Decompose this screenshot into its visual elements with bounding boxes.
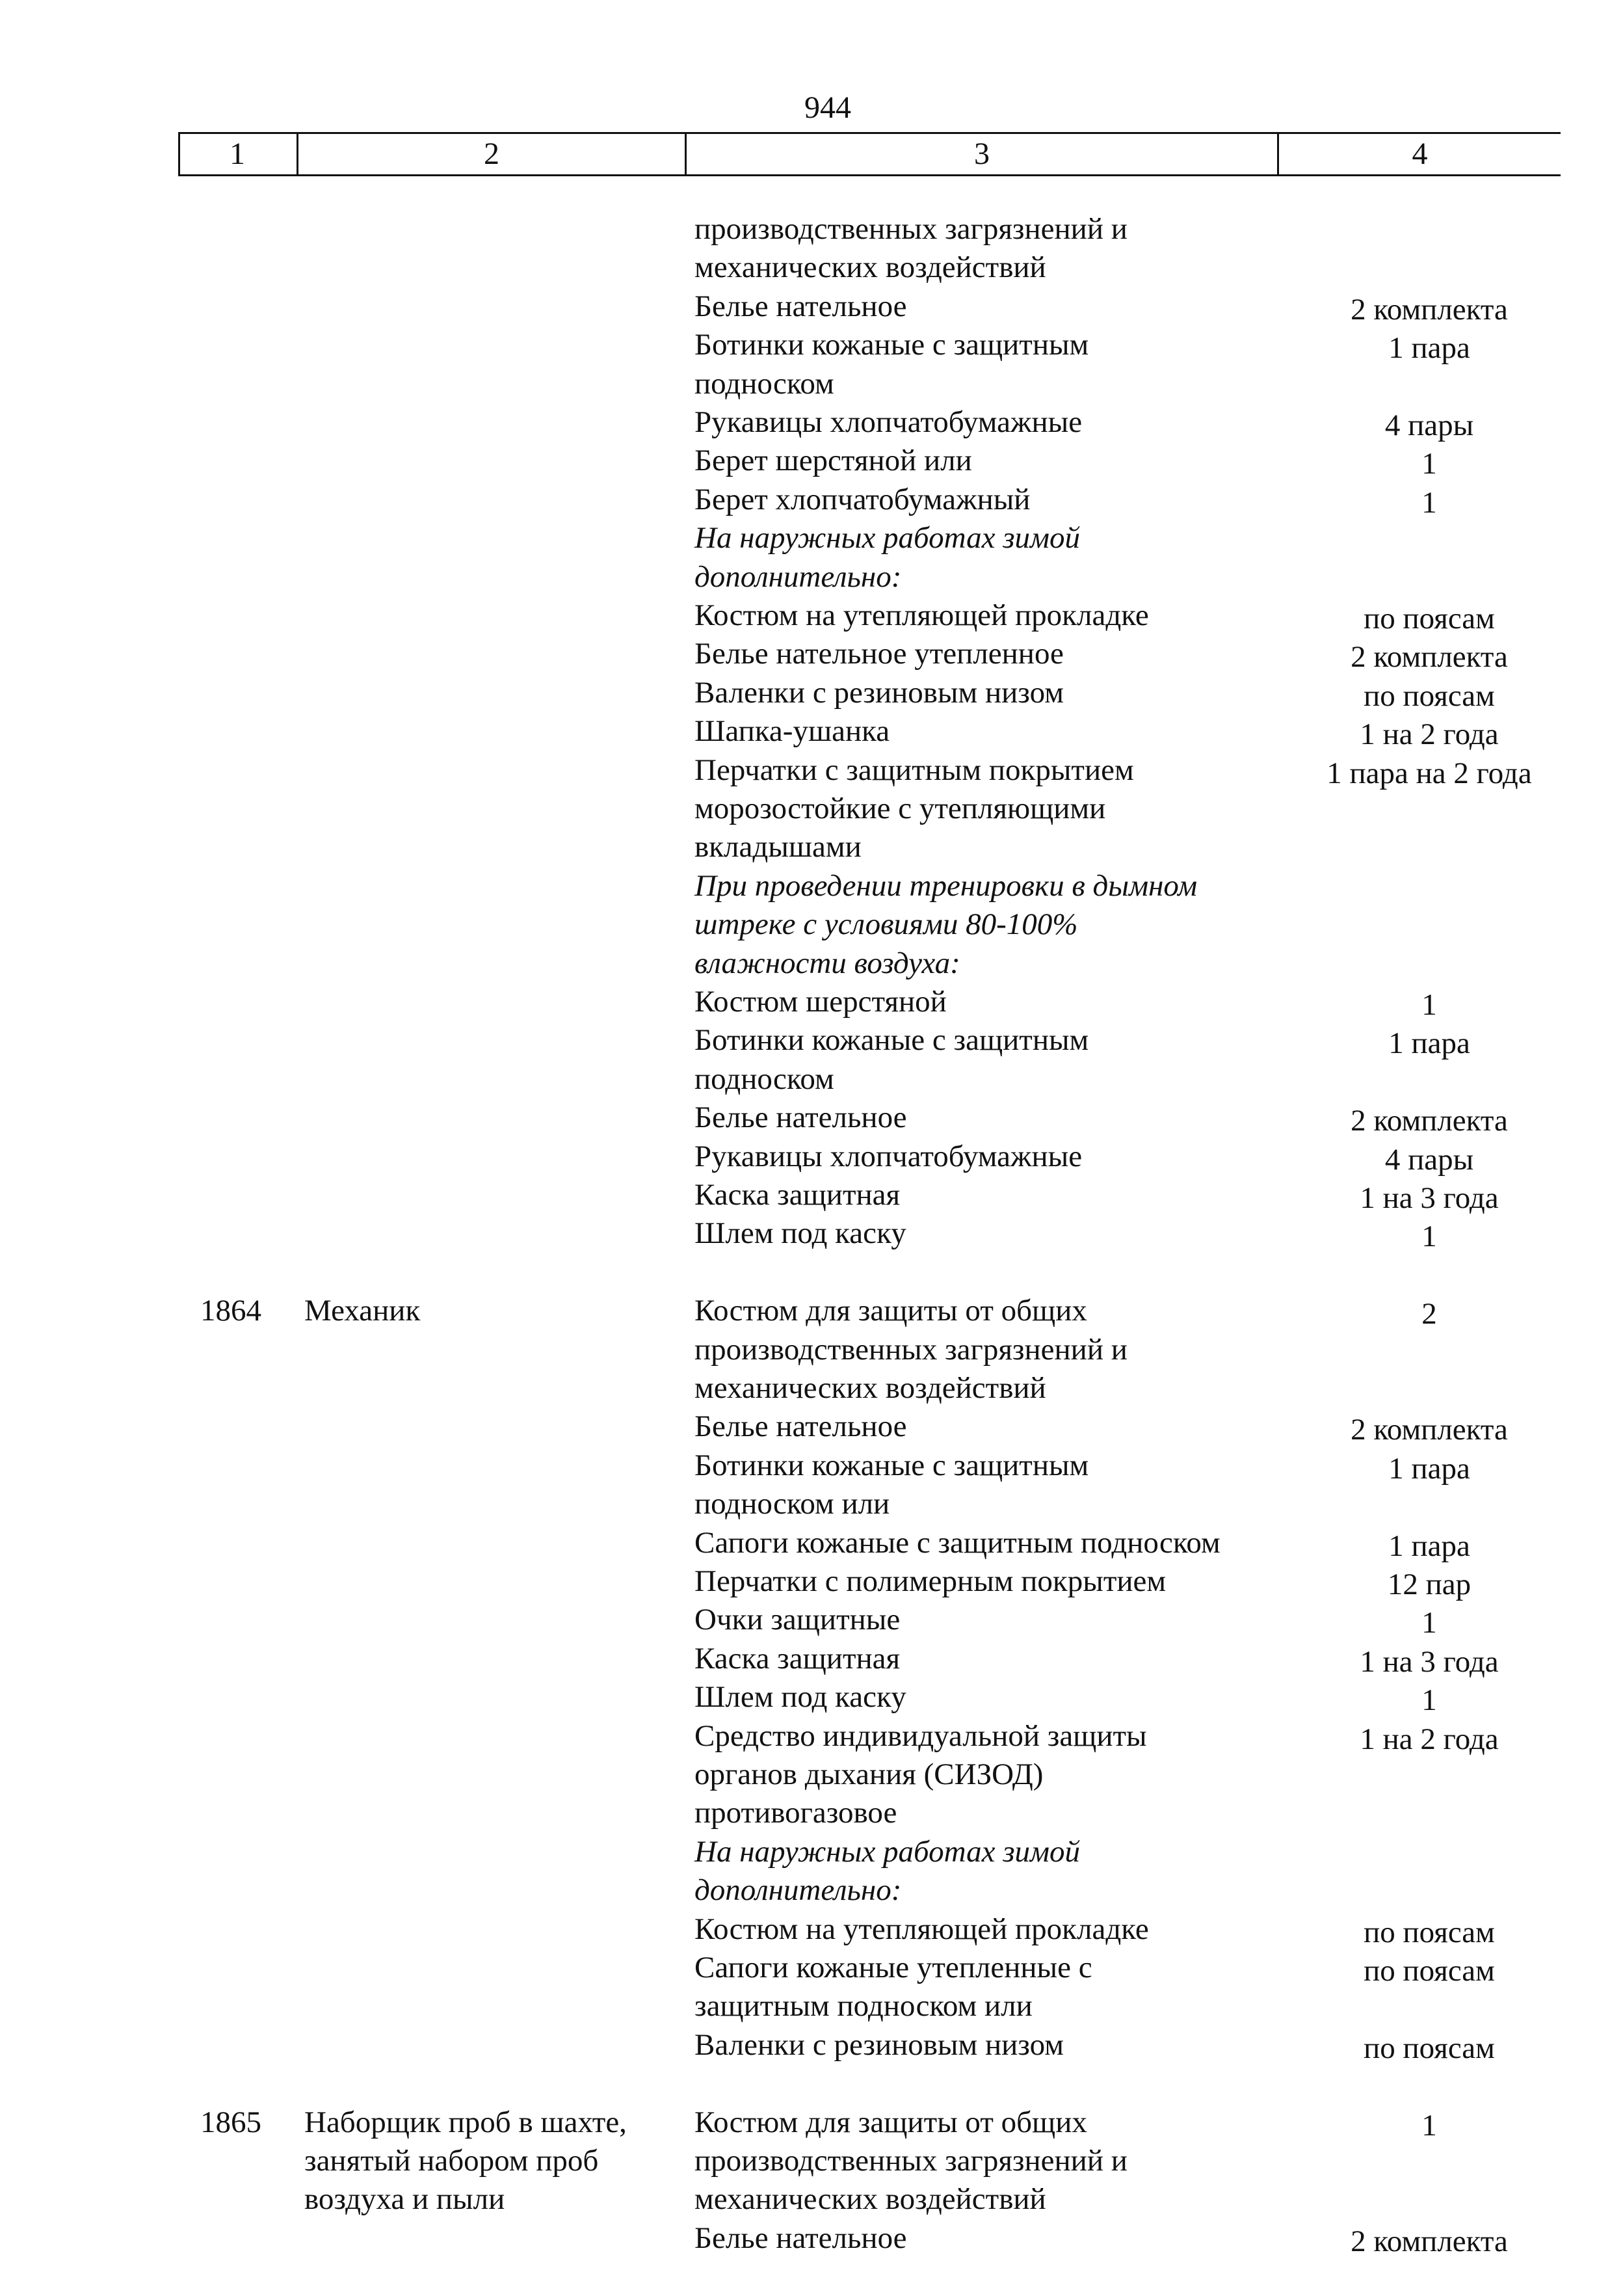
ppe-item: Костюм на утепляющей прокладке: [694, 598, 1149, 632]
row-number: 1864: [200, 1294, 261, 1328]
ppe-item: Перчатки с защитным покрытием: [694, 753, 1134, 787]
issue-norm: 12 пар: [1387, 1568, 1471, 1601]
issue-norm: 1 на 3 года: [1360, 1644, 1499, 1679]
ppe-item: Средство индивидуальной защиты: [694, 1718, 1147, 1753]
issue-norm: 1 пара на 2 года: [1326, 756, 1532, 790]
issue-norm: 2 комплекта: [1351, 2224, 1508, 2258]
ppe-item: Костюм для защиты от общих: [694, 2105, 1087, 2139]
ppe-item: Ботинки кожаные с защитным: [694, 328, 1089, 362]
header-cell-3: 3: [974, 137, 990, 171]
ppe-item: Сапоги кожаные с защитным подноском: [694, 1525, 1221, 1560]
ppe-item: На наружных работах зимой: [694, 1834, 1081, 1869]
issue-norm: по поясам: [1364, 2031, 1495, 2065]
issue-norm: 4 пары: [1384, 408, 1474, 442]
ppe-item: морозостойкие с утепляющими: [694, 792, 1106, 825]
ppe-item: механических воздействий: [694, 250, 1046, 285]
issue-norm: 1 на 2 года: [1360, 1722, 1499, 1756]
issue-norm: 1 пара: [1388, 1451, 1470, 1486]
issue-norm: по поясам: [1364, 1915, 1495, 1949]
column-header-row: [178, 132, 1561, 176]
ppe-item: Берет хлопчатобумажный: [694, 482, 1031, 516]
ppe-item: Белье нательное: [694, 289, 907, 323]
issue-norm: 1 пара: [1388, 1026, 1470, 1061]
issue-norm: 2 комплекта: [1351, 1413, 1508, 1447]
issue-norm: 2 комплекта: [1351, 1104, 1508, 1138]
ppe-item: Рукавицы хлопчатобумажные: [694, 405, 1083, 439]
ppe-item: Каска защитная: [694, 1178, 901, 1212]
ppe-item: Ботинки кожаные с защитным: [694, 1023, 1089, 1058]
ppe-item: Ботинки кожаные с защитным: [694, 1448, 1089, 1482]
ppe-item: Костюм для защиты от общих: [694, 1294, 1087, 1328]
ppe-item: производственных загрязнений и: [694, 1332, 1128, 1367]
profession-name: Механик: [304, 1294, 421, 1328]
issue-norm: 1 пара: [1388, 1528, 1470, 1563]
issue-norm: по поясам: [1364, 1954, 1495, 1988]
ppe-item: Белье нательное: [694, 2221, 907, 2255]
issue-norm: 1 на 3 года: [1360, 1181, 1499, 1215]
ppe-item: дополнительно:: [694, 1873, 902, 1908]
ppe-item: Рукавицы хлопчатобумажные: [694, 1139, 1083, 1173]
header-cell-1: 1: [230, 137, 245, 171]
ppe-item: Валенки с резиновым низом: [694, 675, 1064, 710]
ppe-item: механических воздействий: [694, 1371, 1046, 1405]
ppe-item: Сапоги кожаные утепленные с: [694, 1951, 1092, 1984]
ppe-item: влажности воздуха:: [694, 946, 960, 980]
ppe-item: штреке с условиями 80-100%: [694, 907, 1078, 942]
ppe-item: Костюм шерстяной: [694, 985, 947, 1019]
issue-norm: 1 на 2 года: [1360, 717, 1499, 752]
page-number: 944: [804, 90, 851, 125]
ppe-item: Каска защитная: [694, 1641, 901, 1675]
ppe-item: подноском: [694, 1061, 834, 1096]
ppe-item: вкладышами: [694, 830, 862, 864]
issue-norm: 1: [1421, 1606, 1437, 1640]
ppe-item: Валенки с резиновым низом: [694, 2027, 1064, 2062]
issue-norm: 1 пара: [1388, 331, 1470, 366]
issue-norm: по поясам: [1364, 602, 1495, 635]
issue-norm: 1: [1421, 1683, 1437, 1718]
ppe-item: При проведении тренировки в дымном: [694, 868, 1198, 903]
ppe-item: подноском: [694, 366, 834, 401]
issue-norm: 2 комплекта: [1351, 292, 1508, 327]
issue-norm: 1: [1421, 2108, 1437, 2142]
issue-norm: 4 пары: [1384, 1142, 1474, 1177]
row-number: 1865: [200, 2105, 261, 2139]
ppe-item: противогазовое: [694, 1796, 897, 1830]
ppe-item: Костюм на утепляющей прокладке: [694, 1912, 1149, 1946]
issue-norm: по поясам: [1364, 678, 1495, 713]
ppe-item: дополнительно:: [694, 559, 902, 594]
ppe-item: Берет шерстяной или: [694, 444, 972, 478]
ppe-item: Шапка-ушанка: [694, 714, 890, 749]
issue-norm: 1: [1421, 1220, 1437, 1254]
ppe-item: Белье нательное утепленное: [694, 637, 1064, 671]
issue-norm: 1: [1421, 485, 1437, 520]
profession-name: Наборщик проб в шахте,: [304, 2105, 627, 2139]
ppe-item: Очки защитные: [694, 1603, 901, 1637]
issue-norm: 2: [1421, 1297, 1437, 1331]
ppe-item: механических воздействий: [694, 2182, 1046, 2217]
ppe-item: органов дыхания (СИЗОД): [694, 1757, 1044, 1791]
ppe-item: Белье нательное: [694, 1409, 907, 1444]
header-cell-2: 2: [484, 137, 499, 171]
header-cell-4: 4: [1412, 137, 1428, 171]
ppe-item: На наружных работах зимой: [694, 521, 1081, 555]
issue-norm: 1: [1421, 447, 1437, 481]
ppe-item: Шлем под каску: [694, 1680, 906, 1715]
ppe-item: Перчатки с полимерным покрытием: [694, 1564, 1167, 1598]
ppe-item: защитным подноском или: [694, 1989, 1033, 2023]
ppe-item: Шлем под каску: [694, 1216, 906, 1251]
profession-name: воздуха и пыли: [304, 2182, 505, 2217]
ppe-item: производственных загрязнений и: [694, 2144, 1128, 2178]
ppe-item: Белье нательное: [694, 1101, 907, 1135]
profession-name: занятый набором проб: [304, 2144, 599, 2178]
ppe-item: подноском или: [694, 1487, 890, 1521]
ppe-item: производственных загрязнений и: [694, 212, 1128, 246]
issue-norm: 1: [1421, 988, 1437, 1022]
issue-norm: 2 комплекта: [1351, 640, 1508, 674]
